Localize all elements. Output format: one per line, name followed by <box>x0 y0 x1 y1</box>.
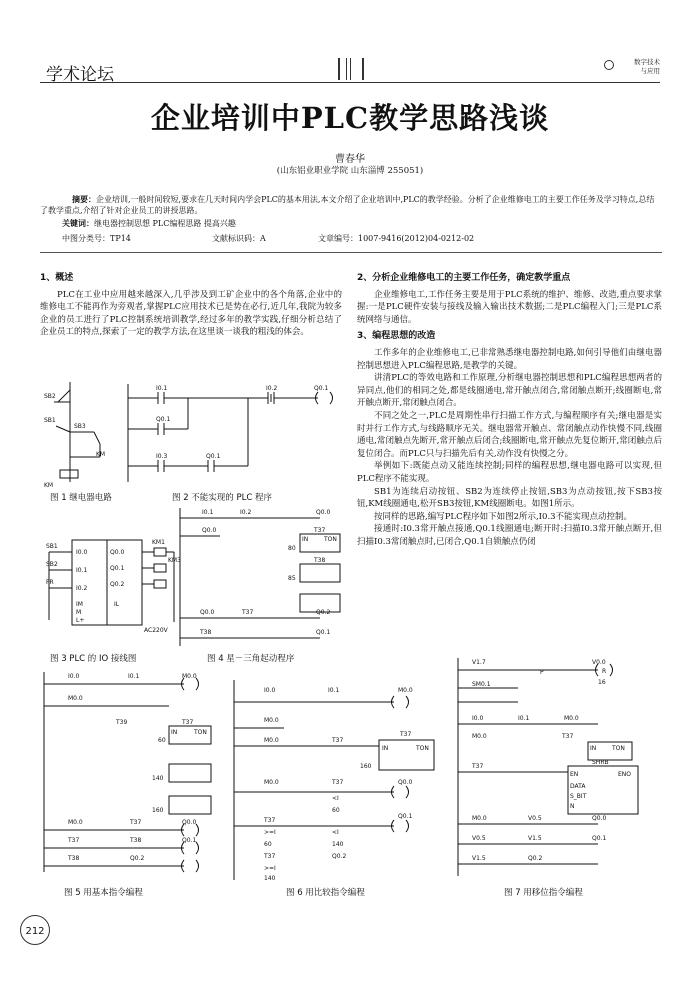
fig7-label-v00: V0.0 <box>592 659 606 666</box>
fig7-label-n: N <box>570 803 575 810</box>
fig5-label-ton: TON <box>194 729 207 736</box>
fig6-label-lt: <I <box>332 795 339 802</box>
journal-brand <box>610 58 660 76</box>
fig2-label-i03: I0.3 <box>156 453 168 460</box>
fig7-label-ton: TON <box>612 745 625 752</box>
fig1-label-sb2: SB2 <box>44 393 56 400</box>
figure-5-caption: 图 5 用基本指令编程 <box>64 888 143 898</box>
keywords-label: 关键词： <box>62 219 94 228</box>
fig5-label-i01: I0.1 <box>128 673 140 680</box>
fig4-label-in-1: IN <box>302 536 309 543</box>
fig3-label-fr: FR <box>46 579 54 586</box>
article-number: 文章编号：1007-9416(2012)04-0212-02 <box>318 234 475 243</box>
fig7-label-v05-b: V0.5 <box>472 835 486 842</box>
fig3-label-sb2: SB2 <box>46 561 58 568</box>
fig4-label-q01: Q0.1 <box>316 629 331 636</box>
fig5-label-i00: I0.0 <box>68 673 80 680</box>
fig6-label-i01: I0.1 <box>328 687 340 694</box>
fig5-label-m00-c: M0.0 <box>68 819 83 826</box>
fig3-label-ac220: AC220V <box>144 627 168 634</box>
fig6-label-m00-c: M0.0 <box>264 737 279 744</box>
fig7-label-q01: Q0.1 <box>592 835 607 842</box>
fig4-label-t38-b: T38 <box>200 629 212 636</box>
fig6-label-in: IN <box>382 745 389 752</box>
fig7-label-q00: Q0.0 <box>592 815 607 822</box>
fig2-label-q01: Q0.1 <box>314 385 329 392</box>
fig3-label-q02: Q0.2 <box>110 581 125 588</box>
section-2-paragraph: 企业维修电工,工作任务主要是用于PLC系统的维护、维修、改造,重点要求掌握:一是PLC硬件安装与接线及输入输出技术数据;二是PLC编程入门;三是PLC系统网络与通信。 <box>357 289 662 325</box>
fig7-label-t37: T37 <box>562 733 574 740</box>
fig1-label-sb1: SB1 <box>44 417 56 424</box>
fig7-label-v05: V0.5 <box>528 815 542 822</box>
fig6-label-60: 60 <box>332 807 340 814</box>
fig7-label-r: R <box>602 668 607 675</box>
fig4-label-q00-latch: Q0.0 <box>202 527 217 534</box>
figure-5-basic-instructions <box>44 672 224 877</box>
fig5-label-t38: T38 <box>130 837 142 844</box>
fig6-label-t37-box: T37 <box>400 731 412 738</box>
fig3-label-i00: I0.0 <box>76 549 88 556</box>
title-rule <box>40 252 662 253</box>
fig4-label-i01: I0.1 <box>202 509 214 516</box>
brand-line-1: 数字技术 <box>634 58 660 66</box>
fig4-label-q02: Q0.2 <box>316 609 331 616</box>
fig6-label-q01: Q0.1 <box>398 813 413 820</box>
fig5-label-q02: Q0.2 <box>130 855 145 862</box>
fig6-label-60-b: 60 <box>264 841 272 848</box>
document-code: 文献标识码：A <box>212 234 266 243</box>
figure-6-compare-instructions <box>234 680 444 880</box>
fig7-label-i01: I0.1 <box>518 715 530 722</box>
fig7-label-m00: M0.0 <box>564 715 579 722</box>
keywords-text: 继电器控制思想 PLC编程思路 提高兴趣 <box>94 219 236 228</box>
keywords <box>62 218 236 229</box>
fig7-label-16: 16 <box>598 679 606 686</box>
figure-7-caption: 图 7 用移位指令编程 <box>504 888 583 898</box>
fig6-label-q02: Q0.2 <box>332 853 347 860</box>
header-ornament-inner <box>346 58 351 80</box>
figure-1-caption: 图 1 继电器电路 <box>50 493 112 503</box>
fig7-label-sbit: S_BIT <box>570 793 587 800</box>
section-2-title: 2、分析企业维修电工的主要工作任务，确定教学重点 <box>357 273 571 283</box>
fig2-label-q01-contact: Q0.1 <box>206 453 221 460</box>
fig1-label-km: KM <box>96 451 106 458</box>
left-column <box>40 272 342 339</box>
fig6-label-140-b: 140 <box>264 875 276 882</box>
fig5-label-in: IN <box>171 729 178 736</box>
fig4-label-t38: T38 <box>314 557 326 564</box>
section-3-paragraph-5: SB1为连续启动按钮、SB2为连续停止按钮,SB3为点动按钮,按下SB3按钮,KM线圈通电,松开SB3按钮,KM线圈断电。如图1所示。 <box>357 486 662 510</box>
figure-1-relay-circuit <box>44 382 124 492</box>
fig7-label-in: IN <box>590 745 597 752</box>
fig6-label-m00-b: M0.0 <box>264 717 279 724</box>
journal-section: 学术论坛 <box>46 65 114 85</box>
fig3-label-m: M <box>76 609 82 616</box>
figure-4-star-delta-program <box>180 508 345 648</box>
fig3-label-im: IM <box>76 601 83 608</box>
figure-4-caption: 图 4 星－三角起动程序 <box>207 654 295 664</box>
fig4-label-t37-b: T37 <box>242 609 254 616</box>
fig6-label-m00: M0.0 <box>398 687 413 694</box>
fig3-label-i02: I0.2 <box>76 585 88 592</box>
figure-3-io-wiring <box>44 510 184 640</box>
fig5-label-m00: M0.0 <box>182 673 197 680</box>
abstract-label: 摘要： <box>72 195 96 204</box>
fig4-label-ton-1: TON <box>324 536 337 543</box>
fig2-label-i02: I0.2 <box>266 385 278 392</box>
fig3-label-il: IL <box>114 601 120 608</box>
section-3-title: 3、编程思想的改造 <box>357 331 436 342</box>
section-3-paragraph-1: 工作多年的企业维修电工,已非常熟悉继电器控制电路,如何引导他们由继电器控制思想进入PLC编程思路,是教学的关键。 <box>357 347 662 371</box>
fig4-label-q00-b: Q0.0 <box>200 609 215 616</box>
fig3-label-q00: Q0.0 <box>110 549 125 556</box>
fig7-label-v17: V1.7 <box>472 659 486 666</box>
clc-code: 中图分类号：TP14 <box>62 234 131 243</box>
figure-2-caption: 图 2 不能实现的 PLC 程序 <box>172 493 273 503</box>
fig6-label-i00: I0.0 <box>264 687 276 694</box>
header-ornament <box>338 58 364 80</box>
fig3-label-i01: I0.1 <box>76 567 88 574</box>
fig7-label-data: DATA <box>570 783 586 790</box>
fig7-label-eno: ENO <box>618 771 632 778</box>
fig3-label-q01: Q0.1 <box>110 565 125 572</box>
fig6-label-t37-b: T37 <box>332 779 344 786</box>
right-column <box>357 272 662 548</box>
fig7-label-shrb: SHRB <box>592 759 609 766</box>
fig5-label-t38-b: T38 <box>68 855 80 862</box>
fig6-label-ge: >=I <box>264 829 276 836</box>
fig7-label-v15-b: V1.5 <box>472 855 486 862</box>
figure-6-caption: 图 6 用比较指令编程 <box>286 888 365 898</box>
section-3-paragraph-3: 不同之处之一,PLC是周期性串行扫描工作方式,与编程顺序有关;继电器是实时并行工作方式,与线路顺序无关。继电器常开触点、常闭触点动作快慢不同,线圈通电,常闭触点先断开,常开触点后闭合;线圈断电,常开触点先复位断开,常闭触点后复位闭合。而PLC只与扫描先后有关,动作没有快慢之分。 <box>357 410 662 459</box>
fig5-label-t37: T37 <box>182 719 194 726</box>
page-number-badge <box>20 915 50 945</box>
section-3-paragraph-2: 讲清PLC的等效电路和工作原理,分析继电器控制思想和PLC编程思想两者的异同点,他们的相同之处,都是线圈通电,常开触点闭合,常闭触点断开;线圈断电,常开触点断开,常闭触点闭合。 <box>357 373 662 409</box>
fig5-label-t39: T39 <box>116 719 128 726</box>
fig4-label-t37: T37 <box>314 527 326 534</box>
section-3-paragraph-7: 接通时:I0.3常开触点接通,Q0.1线圈通电;断开时:扫描I0.3常开触点断开,但扫描I0.3常闭触点时,已闭合,Q0.1自锁触点仍闭 <box>357 524 662 547</box>
fig1-label-sb3: SB3 <box>74 423 86 430</box>
author: 曹春华 <box>335 154 365 165</box>
fig5-label-160: 160 <box>152 807 164 814</box>
fig7-label-p: P <box>540 669 544 676</box>
abstract <box>40 194 662 216</box>
brand-line-2: 与应用 <box>640 67 660 75</box>
fig6-label-t37: T37 <box>332 737 344 744</box>
fig5-label-140: 140 <box>152 775 164 782</box>
page-number: 212 <box>25 926 45 937</box>
fig3-label-km1: KM1 <box>152 539 165 546</box>
header-rule <box>40 82 660 83</box>
fig5-label-q01: Q0.1 <box>182 837 197 844</box>
fig7-label-en: EN <box>570 771 579 778</box>
fig5-label-t37-b: T37 <box>130 819 142 826</box>
section-3-paragraph-6: 按同样的思路,编写PLC程序如下如图2所示,I0.3不能实现点动控制。 <box>374 511 633 522</box>
fig6-label-m00-d: M0.0 <box>264 779 279 786</box>
figure-2-plc-program <box>128 384 348 484</box>
fig6-label-q00: Q0.0 <box>398 779 413 786</box>
fig4-label-q00: Q0.0 <box>316 509 331 516</box>
fig7-label-v15: V1.5 <box>528 835 542 842</box>
fig2-label-i01: I0.1 <box>156 385 168 392</box>
fig7-label-q02: Q0.2 <box>528 855 543 862</box>
article-title: 企业培训中PLC教学思路浅谈 <box>150 101 550 135</box>
fig5-label-t37-c: T37 <box>68 837 80 844</box>
fig5-label-60: 60 <box>158 737 166 744</box>
fig6-label-t37-d: T37 <box>264 853 276 860</box>
abstract-text: 企业培训,一般时间较短,要求在几天时间内学会PLC的基本用法,本文介绍了企业培训中,PLC的教学经验。分析了企业维修电工的主要工作任务及学习特点,总结了教学重点,介绍了针对企业员工的讲授思路。 <box>40 195 655 215</box>
section-1-paragraph: PLC在工业中应用越来越深入,几乎涉及到工矿企业中的各个角落,企业中的维修电工不能再作为旁观者,掌握PLC应用技术已是势在必行,近几年,我院为较多企业的员工进行了PLC控制系统培训教学,经过多年的教学实践,仔细分析总结了企业员工的特点,探索了一定的教学方法,在这里谈一谈我的粗浅的体会。 <box>40 289 342 338</box>
fig5-label-m00-b: M0.0 <box>68 695 83 702</box>
section-1-title: 1、概述 <box>40 273 74 283</box>
fig6-label-lt-b: <I <box>332 829 339 836</box>
fig6-label-140: 140 <box>332 841 344 848</box>
fig7-label-i00: I0.0 <box>472 715 484 722</box>
fig3-label-km3: KM3 <box>168 557 181 564</box>
fig6-label-ton: TON <box>416 745 429 752</box>
fig1-label-km-coil: KM <box>44 482 54 489</box>
fig7-label-m00-c: M0.0 <box>472 815 487 822</box>
fig7-label-m00-b: M0.0 <box>472 733 487 740</box>
figure-7-shift-instructions <box>458 658 658 878</box>
section-3-paragraph-4: 举例如下:既能点动又能连续控制;同样的编程思想,继电器电路可以实现,但PLC程序不能实现。 <box>357 461 662 484</box>
fig5-label-q00: Q0.0 <box>182 819 197 826</box>
fig3-label-lplus: L+ <box>76 617 85 624</box>
fig7-label-sm01: SM0.1 <box>472 681 491 688</box>
fig2-label-q01-latch: Q0.1 <box>156 416 171 423</box>
affiliation: (山东铝业职业学院 山东淄博 255051) <box>276 166 424 176</box>
fig6-label-t37-c: T37 <box>264 817 276 824</box>
fig6-label-gt: >=I <box>264 865 276 872</box>
fig6-label-160: 160 <box>360 763 372 770</box>
fig7-label-t37-b: T37 <box>472 763 484 770</box>
fig4-label-80: 80 <box>288 545 296 552</box>
fig3-label-sb1: SB1 <box>46 543 58 550</box>
fig4-label-i02: I0.2 <box>240 509 252 516</box>
fig4-label-85: 85 <box>288 575 296 582</box>
figure-3-caption: 图 3 PLC 的 IO 接线图 <box>50 654 137 664</box>
